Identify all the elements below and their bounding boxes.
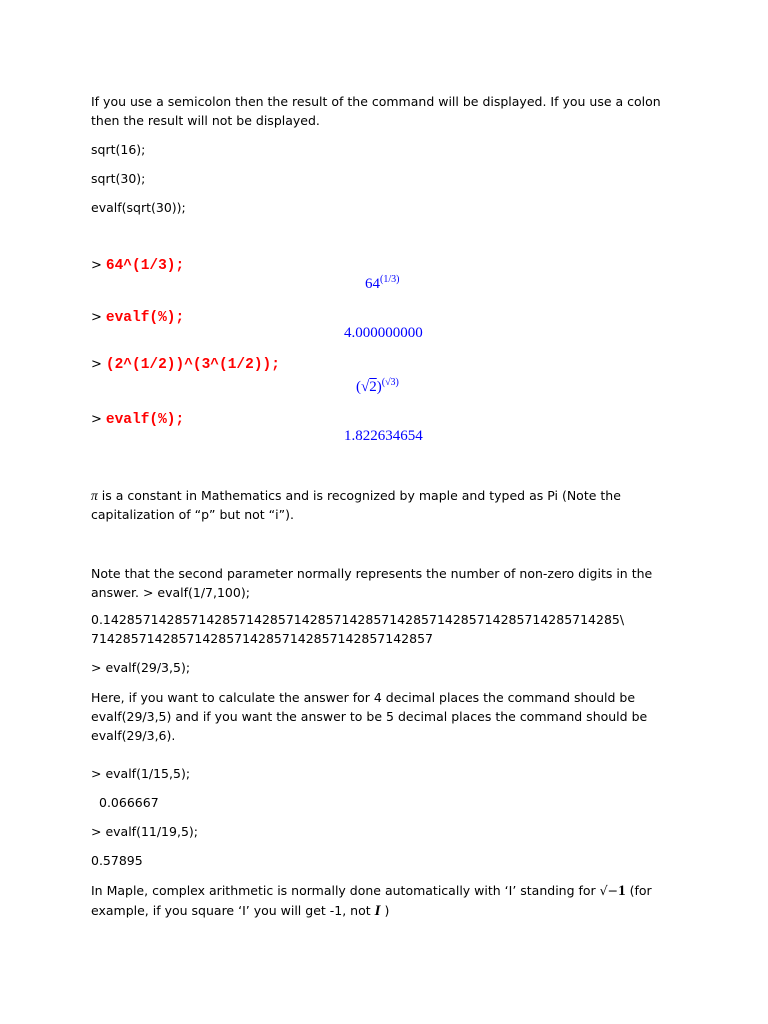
radicand: 2 [369,379,377,395]
output-exponent: (1/3) [380,274,400,285]
complex-note-one: 1 [618,883,626,899]
complex-arithmetic-note [91,881,691,921]
output-exponent: (√3) [381,377,399,388]
maple-input-3 [91,356,280,373]
example-evalf-sqrt-30: evalf(sqrt(30)); [91,200,186,215]
evalf-29-3-line: > evalf(29/3,5); [91,660,191,675]
maple-output-3 [356,377,399,396]
maple-command: evalf(%); [105,412,185,428]
evalf-1-15-command: > evalf(1/15,5); [91,766,191,781]
maple-command: 64^(1/3); [105,258,185,274]
maple-output-4: 1.822634654 [344,428,423,444]
complex-note-part-3: ) [380,903,390,918]
maple-input-4 [91,411,184,428]
pi-note-text: is a constant in Mathematics and is recognized by maple and typed as Pi (Note the capitalization of “p” but not “i”). [91,488,621,522]
complex-note-part-1: In Maple, complex arithmetic is normally done automatically with ‘I’ standing for √− [91,883,619,898]
maple-prompt: > [91,412,102,427]
paren-open: ( [356,379,361,395]
maple-input-2 [91,309,184,326]
evalf-1-15-result: 0.066667 [99,795,159,810]
pi-symbol: π [91,488,98,503]
maple-prompt: > [91,357,102,372]
paren-close: ) [376,379,382,395]
digits-note-paragraph: Note that the second parameter normally represents the number of non-zero digits in the answer. > evalf(1/7,100); [91,566,653,600]
long-result-line-1: 0.14285714285714285714285714285714285714285714285714285714285714285\ [91,612,625,627]
evalf-11-19-command: > evalf(11/19,5); [91,824,198,839]
maple-prompt: > [91,310,102,325]
maple-input-1 [91,257,184,274]
maple-output-1 [365,274,399,293]
long-result-line-2: 7142857142857142857142857142857142857142857 [91,631,433,646]
example-sqrt-16: sqrt(16); [91,142,146,157]
evalf-11-19-result: 0.57895 [91,853,143,868]
maple-command: (2^(1/2))^(3^(1/2)); [105,357,280,373]
output-base: 64 [365,276,380,292]
maple-command: evalf(%); [105,310,185,326]
example-sqrt-30: sqrt(30); [91,171,146,186]
complex-note-part-2: (for example, if you square ‘I’ you will get -1, not [91,883,652,918]
decimal-places-note: Here, if you want to calculate the answer for 4 decimal places the command should be evalf(29/3,5) and if you want the answer to be 5 decimal places the command should be evalf(29/3,6). [91,690,648,743]
radical-sign: √ [361,379,370,395]
maple-prompt: > [91,258,102,273]
pi-note-paragraph [91,486,691,524]
maple-output-2: 4.000000000 [344,325,423,341]
intro-paragraph: If you use a semicolon then the result of the command will be displayed. If you use a colon then the result will not be displayed. [91,94,661,128]
complex-note-imaginary-unit: I [374,903,381,919]
